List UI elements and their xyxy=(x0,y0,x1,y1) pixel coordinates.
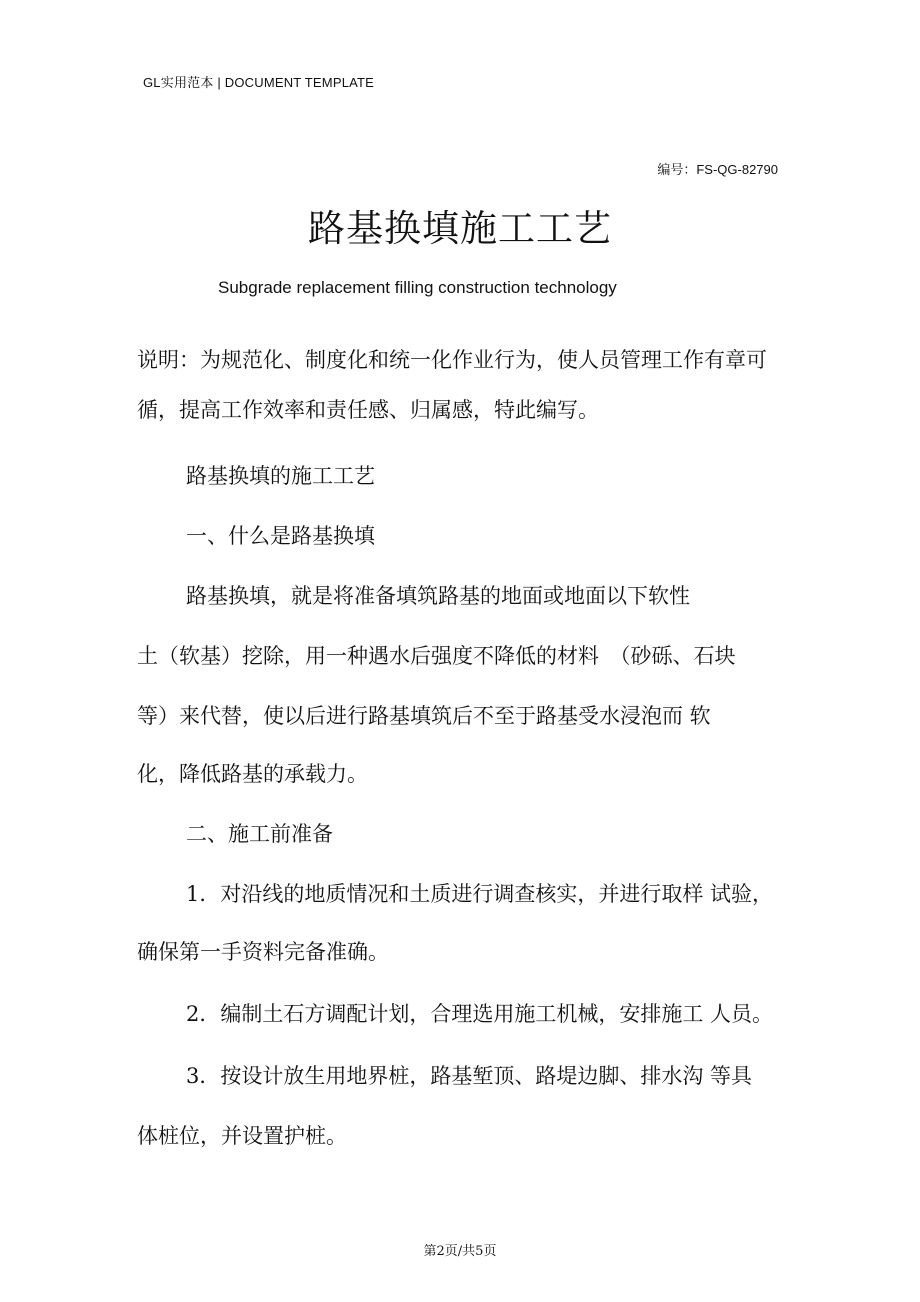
document-title: 路基换填施工工艺 xyxy=(308,207,612,250)
body-line: 化，降低路基的承载力。 xyxy=(137,762,368,786)
document-subtitle: Subgrade replacement filling construction technology xyxy=(218,278,617,297)
page-number: 第2页/共5页 xyxy=(423,1244,497,1259)
body-line: 1．对沿线的地质情况和土质进行调查核实，并进行取样 试验， xyxy=(186,882,774,906)
body-line: 等）来代替，使以后进行路基填筑后不至于路基受水浸泡而 软 xyxy=(137,704,711,728)
body-line: 体桩位，并设置护桩。 xyxy=(137,1124,347,1148)
body-line: 2．编制土石方调配计划，合理选用施工机械，安排施工 人员。 xyxy=(186,1002,774,1026)
body-line: 土（软基）挖除，用一种遇水后强度不降低的材料 （砂砾、石块 xyxy=(137,644,736,668)
section-heading: 路基换填的施工工艺 xyxy=(186,464,375,488)
body-line: 说明：为规范化、制度化和统一化作业行为，使人员管理工作有章可 xyxy=(137,348,767,372)
document-number: 编号：FS-QG-82790 xyxy=(657,162,778,177)
header-brand: GL实用范本 | DOCUMENT TEMPLATE xyxy=(143,75,375,90)
body-line: 确保第一手资料完备准确。 xyxy=(137,940,389,964)
body-line: 路基换填，就是将准备填筑路基的地面或地面以下软性 xyxy=(186,584,690,608)
section-heading: 二、施工前准备 xyxy=(186,822,333,846)
body-line: 3．按设计放生用地界桩，路基堑顶、路堤边脚、排水沟 等具 xyxy=(186,1064,753,1088)
body-line: 循，提高工作效率和责任感、归属感，特此编写。 xyxy=(137,398,599,422)
section-heading: 一、什么是路基换填 xyxy=(186,524,375,548)
